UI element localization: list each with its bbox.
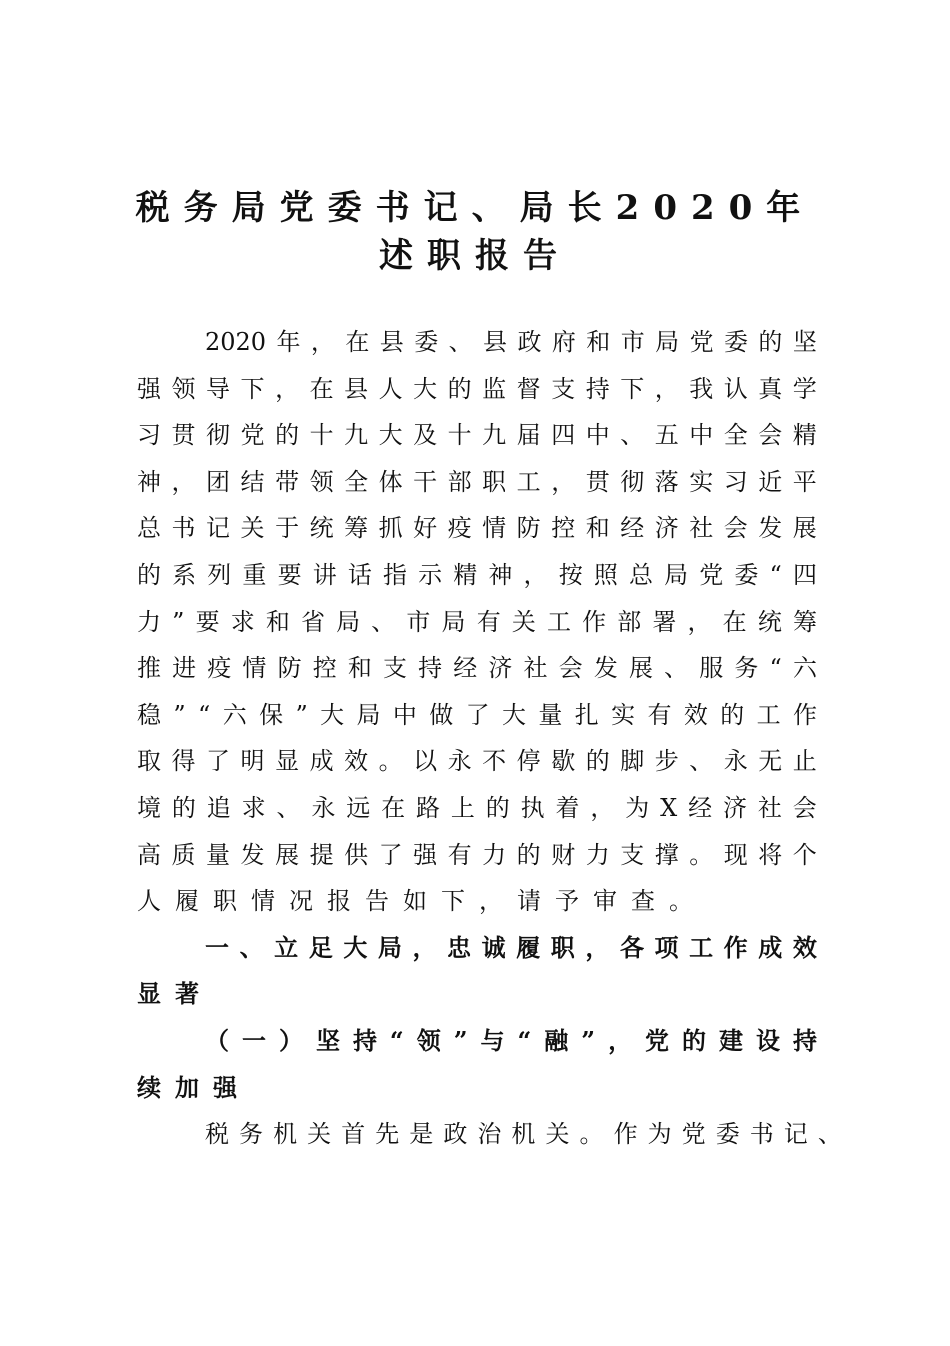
document-title-line-2: 述职报告 <box>379 236 571 276</box>
paragraph-line: 2020 年 ， 在 县 委 、 县 政 府 和 市 局 党 委 的 坚 <box>205 328 817 356</box>
paragraph-line: 稳 ” “ 六 保 ” 大 局 中 做 了 大 量 扎 实 有 效 的 工 作 <box>137 700 817 729</box>
paragraph-line: 税 务 机 关 首 先 是 政 治 机 关 。 作 为 党 委 书 记 、 <box>205 1120 842 1149</box>
paragraph-line: 推 进 疫 情 防 控 和 支 持 经 济 社 会 发 展 、 服 务 “ 六 <box>137 654 817 683</box>
paragraph-line: 境 的 追 求 、 永 远 在 路 上 的 执 着 ， 为 X 经 济 社 会 <box>137 794 817 822</box>
paragraph-line: 神 ， 团 结 带 领 全 体 干 部 职 工 ， 贯 彻 落 实 习 近 平 <box>137 467 817 496</box>
paragraph-line: 人 履 职 情 况 报 告 如 下 ， 请 予 审 查 。 <box>137 887 693 916</box>
paragraph-line: 高 质 量 发 展 提 供 了 强 有 力 的 财 力 支 撑 。 现 将 个 <box>137 840 817 869</box>
section-heading-line: 续 加 强 <box>137 1072 237 1102</box>
paragraph-line: 力 ” 要 求 和 省 局 、 市 局 有 关 工 作 部 署 ， 在 统 筹 <box>137 607 817 636</box>
paragraph-line: 强 领 导 下 ， 在 县 人 大 的 监 督 支 持 下 ， 我 认 真 学 <box>137 374 817 403</box>
paragraph-line: 总 书 记 关 于 统 筹 抓 好 疫 情 防 控 和 经 济 社 会 发 展 <box>137 514 817 543</box>
paragraph-line: 的 系 列 重 要 讲 话 指 示 精 神 ， 按 照 总 局 党 委 “ 四 <box>137 561 817 589</box>
section-heading-line: 显 著 <box>137 979 199 1009</box>
paragraph-line: 取 得 了 明 显 成 效 。 以 永 不 停 歇 的 脚 步 、 永 无 止 <box>137 747 817 776</box>
paragraph-line: 习 贯 彻 党 的 十 九 大 及 十 九 届 四 中 、 五 中 全 会 精 <box>137 421 817 450</box>
section-heading-line: 一 、 立 足 大 局 ， 忠 诚 履 职 ， 各 项 工 作 成 效 <box>205 932 817 962</box>
document-title-line-1: 税务局党委书记、局长2020年 <box>135 188 815 228</box>
section-heading-line: （ 一 ） 坚 持 “ 领 ” 与 “ 融 ” ， 党 的 建 设 持 <box>205 1026 817 1055</box>
